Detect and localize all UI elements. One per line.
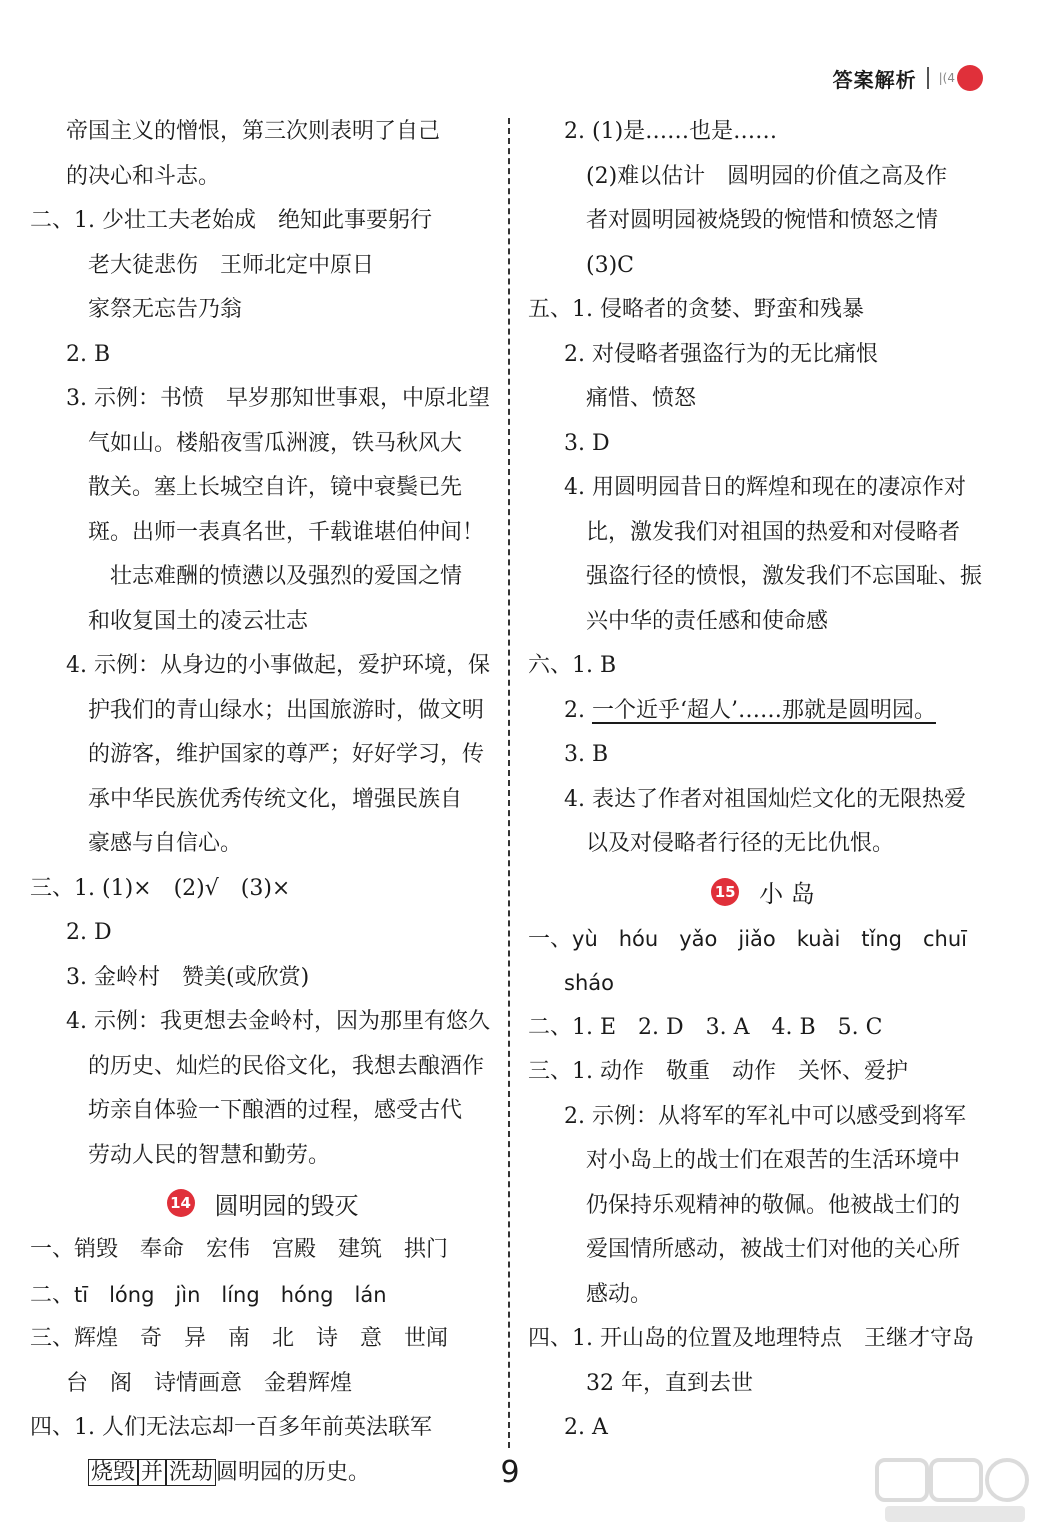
text-line: 者对圆明园被烧毁的惋惜和愤怒之情 xyxy=(586,208,939,233)
text-line: 32 年，直到去世 xyxy=(586,1370,753,1396)
text-line: 2. A xyxy=(564,1415,608,1440)
text-line: 的历史、灿烂的民俗文化，我想去酿酒作 xyxy=(88,1053,485,1079)
text-line: 二、1. E 2. D 3. A 4. B 5. C xyxy=(528,1014,883,1040)
text-line: 4. 示例：我更想去金岭村，因为那里有悠久 xyxy=(66,1009,490,1034)
text-line: 2. D xyxy=(66,920,112,945)
text-line xyxy=(30,1273,495,1318)
text-line: 三、1. 动作 敬重 动作 关怀、爱护 xyxy=(528,1059,908,1084)
text-line: 坊亲自体验一下酿酒的过程，感受古代 xyxy=(88,1098,463,1123)
text-line: 4. 表达了作者对祖国灿烂文化的无限热爱 xyxy=(564,786,966,812)
text-line: 4. 用圆明园昔日的辉煌和现在的凄凉作对 xyxy=(564,475,966,500)
text-line: 2. B xyxy=(66,341,111,367)
text-line: 六、1. B xyxy=(528,653,617,678)
text-line: 2. 示例：从将军的军礼中可以感受到将军 xyxy=(564,1103,966,1129)
text-line: 二、1. 少壮工夫老始成 绝知此事要躬行 xyxy=(30,208,432,233)
section-number-badge: 14 xyxy=(167,1189,195,1217)
right-column xyxy=(528,110,998,1451)
text-line xyxy=(528,689,998,734)
text-line: 强盗行径的愤恨，激发我们不忘国耻、振 xyxy=(586,564,983,589)
watermark-logo-icon xyxy=(875,1456,1035,1526)
text-line: 台 阁 诗情画意 金碧辉煌 xyxy=(66,1370,353,1396)
text-line xyxy=(528,917,998,962)
text-line: 劳动人民的智慧和勤劳。 xyxy=(88,1142,331,1168)
header-title: 答案解析 xyxy=(832,67,917,92)
pinyin-text: tī lóng jìn líng hóng lán xyxy=(74,1282,387,1307)
header-separator xyxy=(927,67,929,89)
text-line: 承中华民族优秀传统文化，增强民族自 xyxy=(88,786,463,812)
text-line: 气如山。楼船夜雪瓜洲渡，铁马秋风大 xyxy=(88,430,463,456)
section-number-badge: 15 xyxy=(711,878,739,906)
text-line: 4. 示例：从身边的小事做起，爱护环境，保 xyxy=(66,653,490,678)
line-rest: 圆明园的历史。 xyxy=(216,1459,371,1485)
item-number: 2. xyxy=(564,697,592,723)
section-title-15 xyxy=(528,867,998,917)
page-number: 9 xyxy=(500,1455,520,1490)
text-line: 五、1. 侵略者的贪婪、野蛮和残暴 xyxy=(528,297,864,322)
text-line: 3. 示例：书愤 早岁那知世事艰，中原北望 xyxy=(66,386,490,411)
text-line: 痛惜、愤怒 xyxy=(586,386,697,411)
text-line: 和收复国土的凌云壮志 xyxy=(88,608,309,634)
boxed-word: 洗劫 xyxy=(166,1459,216,1486)
text-line: 兴中华的责任感和使命感 xyxy=(586,608,829,634)
text-line: 散关。塞上长城空自许，镜中衰鬓已先 xyxy=(88,475,463,500)
boxed-word: 烧毁 xyxy=(88,1459,138,1486)
text-line: 四、1. 人们无法忘却一百多年前英法联军 xyxy=(30,1415,432,1440)
text-line: 四、1. 开山岛的位置及地理特点 王继才守岛 xyxy=(528,1326,974,1351)
underlined-text: 一个近乎‘超人’……那就是圆明园。 xyxy=(591,697,936,723)
text-line: 以及对侵略者行径的无比仇恨。 xyxy=(586,831,895,856)
text-line: (3)C xyxy=(586,252,634,278)
text-line: 2. 对侵略者强盗行为的无比痛恨 xyxy=(564,341,878,367)
text-line: 豪感与自信心。 xyxy=(88,831,243,856)
text-line: 帝国主义的憎恨，第三次则表明了自己 xyxy=(66,119,441,144)
text-line: 对小岛上的战士们在艰苦的生活环境中 xyxy=(586,1148,961,1173)
pinyin-text: yù hóu yǎo jiǎo kuài tǐng chuī xyxy=(572,926,967,951)
text-line: 家祭无忘告乃翁 xyxy=(88,297,243,322)
text-line: 的决心和斗志。 xyxy=(66,163,221,189)
text-line: 壮志难酬的愤懑以及强烈的爱国之情 xyxy=(110,564,463,589)
text-line: 三、辉煌 奇 异 南 北 诗 意 世闻 xyxy=(30,1326,449,1351)
text-line: 2. (1)是……也是…… xyxy=(564,119,778,144)
text-line: 比，激发我们对祖国的热爱和对侵略者 xyxy=(586,519,961,545)
text-line: 斑。出师一表真名世，千载谁堪伯仲间！ xyxy=(88,519,485,545)
left-column xyxy=(30,110,495,1495)
text-line xyxy=(528,961,998,1006)
text-line: 三、1. (1)× (2)√ (3)× xyxy=(30,875,291,901)
section-title-text: 圆明园的毁灭 xyxy=(214,1191,359,1220)
page-header xyxy=(833,58,983,98)
section-title-14 xyxy=(30,1178,495,1228)
item-prefix: 二、 xyxy=(30,1282,75,1308)
item-prefix: 一、 xyxy=(528,926,573,952)
column-divider xyxy=(508,118,510,1448)
text-line: 一、销毁 奉命 宏伟 宫殿 建筑 拱门 xyxy=(30,1237,449,1262)
pinyin-text: sháo xyxy=(564,971,614,995)
section-title-text: 小 岛 xyxy=(759,880,815,908)
text-line: 老大徒悲伤 王师北定中原日 xyxy=(88,252,375,278)
text-line: 的游客，维护国家的尊严；好好学习，传 xyxy=(88,742,485,767)
text-line: 爱国情所感动，被战士们对他的关心所 xyxy=(586,1237,961,1262)
text-line: 3. 金岭村 赞美(或欣赏) xyxy=(66,964,310,990)
header-mark: |(4 xyxy=(938,71,955,85)
boxed-word: 并 xyxy=(138,1459,166,1486)
text-line: (2)难以估计 圆明园的价值之高及作 xyxy=(586,163,948,189)
text-line: 感动。 xyxy=(586,1281,653,1307)
text-line: 3. D xyxy=(564,430,610,456)
text-line: 护我们的青山绿水；出国旅游时，做文明 xyxy=(88,697,485,723)
text-line: 3. B xyxy=(564,742,609,767)
text-line: 仍保持乐观精神的敬佩。他被战士们的 xyxy=(586,1192,961,1218)
header-red-dot-icon xyxy=(957,65,983,91)
